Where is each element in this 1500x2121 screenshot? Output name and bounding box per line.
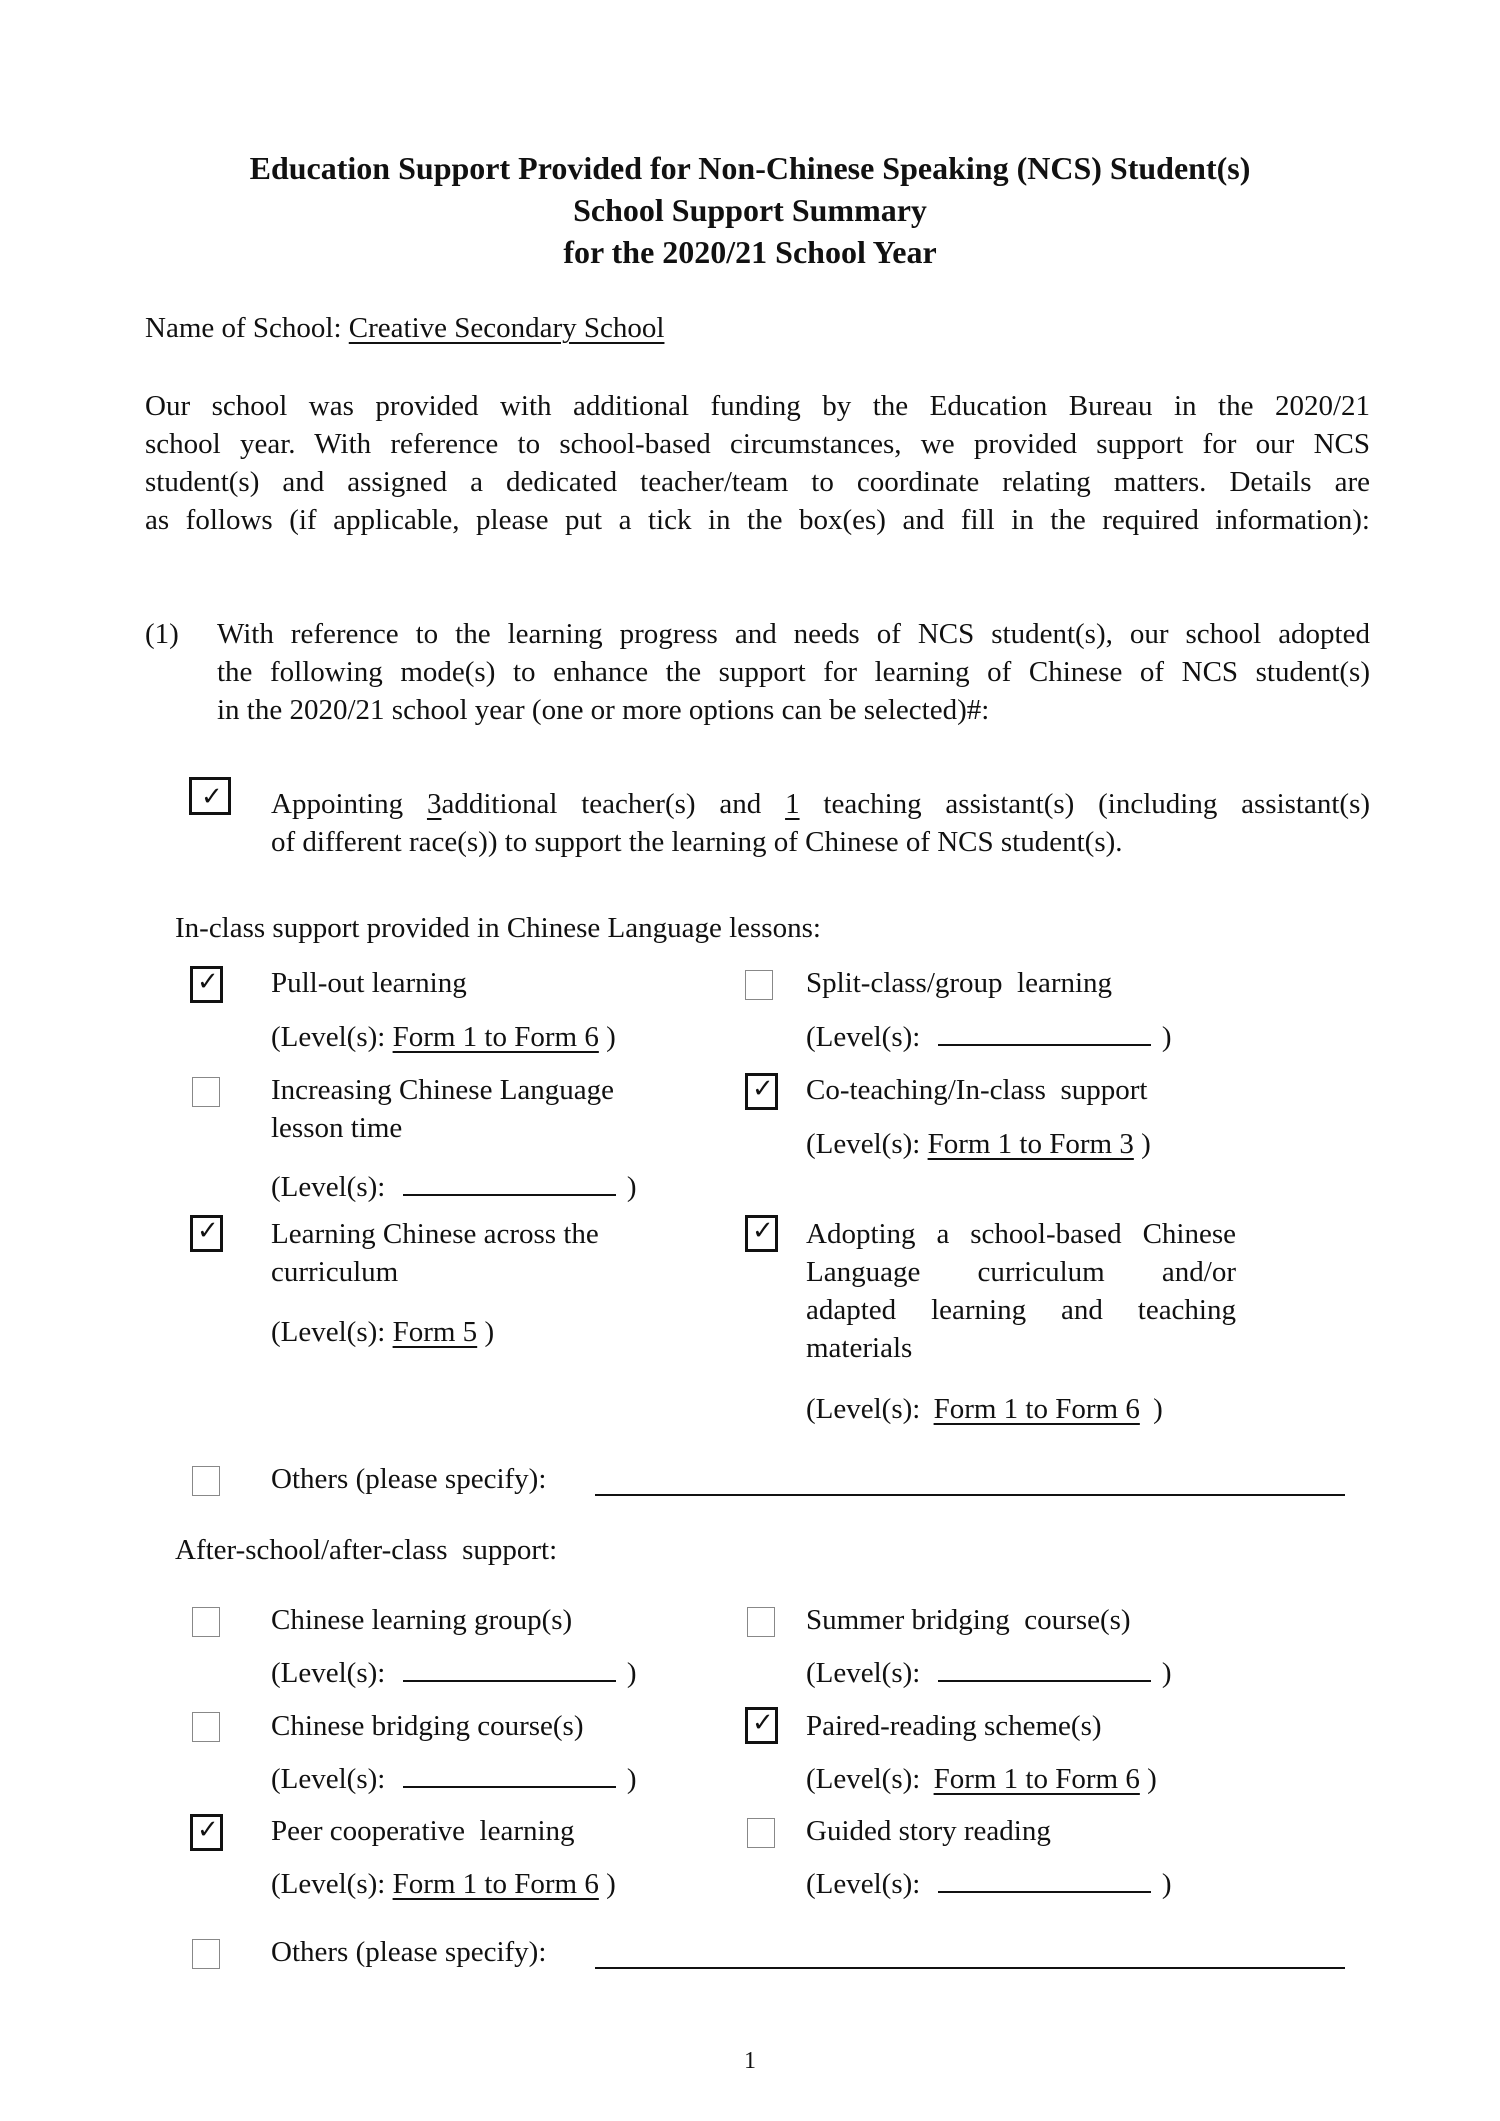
summer-bridging-label: Summer bridging course(s) [806,1604,1131,1636]
chinese-bridging-checkbox[interactable] [192,1712,220,1742]
school-name-row [145,309,664,347]
summer-bridging-checkbox[interactable] [747,1607,775,1637]
chinese-bridging-label: Chinese bridging course(s) [271,1710,584,1742]
tick-icon: ✓ [201,782,223,812]
inclass-heading: In-class support provided in Chinese Language lessons: [175,912,821,944]
peer-cooperative-checkbox[interactable] [190,1814,223,1851]
title-line-2: School Support Summary [573,192,927,228]
chinese-bridging-level: (Level(s): ) [271,1763,637,1795]
school-based-curriculum-level: (Level(s): Form 1 to Form 6 ) [806,1393,1163,1425]
section1-text [217,615,1370,729]
title-line-3: for the 2020/21 School Year [563,234,937,270]
coteaching-level: (Level(s): Form 1 to Form 3 ) [806,1128,1151,1160]
increasing-time-level: (Level(s): ) [271,1171,637,1203]
school-based-curriculum-label: Adopting a school-based Chinese Language curriculum and/or adapted learning and teaching materials [806,1218,1236,1364]
document-title [0,147,1500,273]
appointing-text [271,785,1370,861]
splitclass-checkbox[interactable] [745,970,773,1000]
splitclass-level-blank[interactable] [938,1043,1151,1046]
page-number: 1 [744,2048,756,2074]
afterschool-others-input[interactable] [595,1967,1345,1969]
tick-icon: ✓ [197,1216,219,1246]
learning-group-label: Chinese learning group(s) [271,1604,573,1636]
coteaching-checkbox[interactable] [745,1073,778,1110]
summer-bridging-level-blank[interactable] [938,1679,1151,1682]
section1-line: With reference to the learning progress and needs of NCS student(s), our school adopted [217,618,1370,650]
guided-story-level: (Level(s): ) [806,1868,1172,1900]
appointing-checkbox[interactable] [189,777,231,815]
paired-reading-label: Paired-reading scheme(s) [806,1710,1102,1742]
learning-group-level-blank[interactable] [403,1679,616,1682]
pullout-checkbox[interactable] [190,966,223,1003]
guided-story-level-blank[interactable] [938,1890,1151,1893]
across-curriculum-label: Learning Chinese across the curriculum [271,1218,599,1288]
intro-line: Our school was provided with additional funding by the Education Bureau in the 2020/21 [145,390,1370,422]
inclass-others-input[interactable] [595,1494,1345,1496]
learning-group-checkbox[interactable] [192,1607,220,1637]
pullout-level-value[interactable]: Form 1 to Form 6 [392,1021,599,1053]
peer-cooperative-label: Peer cooperative learning [271,1815,575,1847]
splitclass-label: Split-class/group learning [806,967,1113,999]
pullout-label: Pull-out learning [271,967,467,999]
increasing-time-label: Increasing Chinese Language lesson time [271,1074,615,1144]
across-curriculum-level: (Level(s): Form 5 ) [271,1316,495,1348]
guided-story-label: Guided story reading [806,1815,1051,1847]
learning-group-level: (Level(s): ) [271,1657,637,1689]
coteaching-level-value[interactable]: Form 1 to Form 3 [927,1128,1134,1160]
guided-story-checkbox[interactable] [747,1818,775,1848]
intro-line: student(s) and assigned a dedicated teacher/team to coordinate relating matters. Details are [145,466,1370,498]
splitclass-level: (Level(s): ) [806,1021,1172,1053]
paired-reading-level: (Level(s): Form 1 to Form 6 ) [806,1763,1157,1795]
appointing-line-1: Appointing 3additional teacher(s) and 1 teaching assistant(s) (including assistant(s) [271,788,1371,820]
section-number: (1) [145,618,179,650]
school-name-value[interactable]: Creative Secondary School [348,312,665,344]
tick-icon: ✓ [752,1216,774,1246]
teachers-count[interactable]: 3 [426,788,442,820]
paired-reading-checkbox[interactable] [745,1707,778,1744]
section1-line: in the 2020/21 school year (one or more options can be selected)#: [217,694,990,726]
intro-line: school year. With reference to school-based circumstances, we provided support for our NCS [145,428,1370,460]
school-based-curriculum-checkbox[interactable] [745,1215,778,1252]
across-curriculum-checkbox[interactable] [190,1215,223,1252]
section1-line: the following mode(s) to enhance the support for learning of Chinese of NCS student(s) [217,656,1370,688]
tick-icon: ✓ [197,1815,219,1845]
pullout-level: (Level(s): Form 1 to Form 6 ) [271,1021,616,1053]
school-based-curriculum-level-value[interactable]: Form 1 to Form 6 [933,1393,1140,1425]
coteaching-label: Co-teaching/In-class support [806,1074,1148,1106]
intro-line: as follows (if applicable, please put a tick in the box(es) and fill in the required information): [145,504,1370,536]
afterschool-heading: After-school/after-class support: [175,1534,558,1566]
paired-reading-level-value[interactable]: Form 1 to Form 6 [933,1763,1140,1795]
increasing-time-checkbox[interactable] [192,1077,220,1107]
intro-paragraph [145,387,1370,539]
appointing-line-2: of different race(s)) to support the learning of Chinese of NCS student(s). [271,826,1123,858]
summer-bridging-level: (Level(s): ) [806,1657,1172,1689]
afterschool-others-row: Others (please specify): [271,1936,547,1968]
assistants-count[interactable]: 1 [785,788,800,820]
across-curriculum-level-value[interactable]: Form 5 [392,1316,478,1348]
chinese-bridging-level-blank[interactable] [403,1785,616,1788]
peer-cooperative-level-value[interactable]: Form 1 to Form 6 [392,1868,599,1900]
tick-icon: ✓ [752,1074,774,1104]
tick-icon: ✓ [197,967,219,997]
title-line-1: Education Support Provided for Non-Chinese Speaking (NCS) Student(s) [249,150,1251,186]
tick-icon: ✓ [752,1708,774,1738]
school-name-label: Name of School: [145,312,342,344]
afterschool-others-checkbox[interactable] [192,1939,220,1969]
increasing-time-level-blank[interactable] [403,1193,616,1196]
inclass-others-checkbox[interactable] [192,1466,220,1496]
inclass-others-row: Others (please specify): [271,1463,547,1495]
peer-cooperative-level: (Level(s): Form 1 to Form 6 ) [271,1868,616,1900]
